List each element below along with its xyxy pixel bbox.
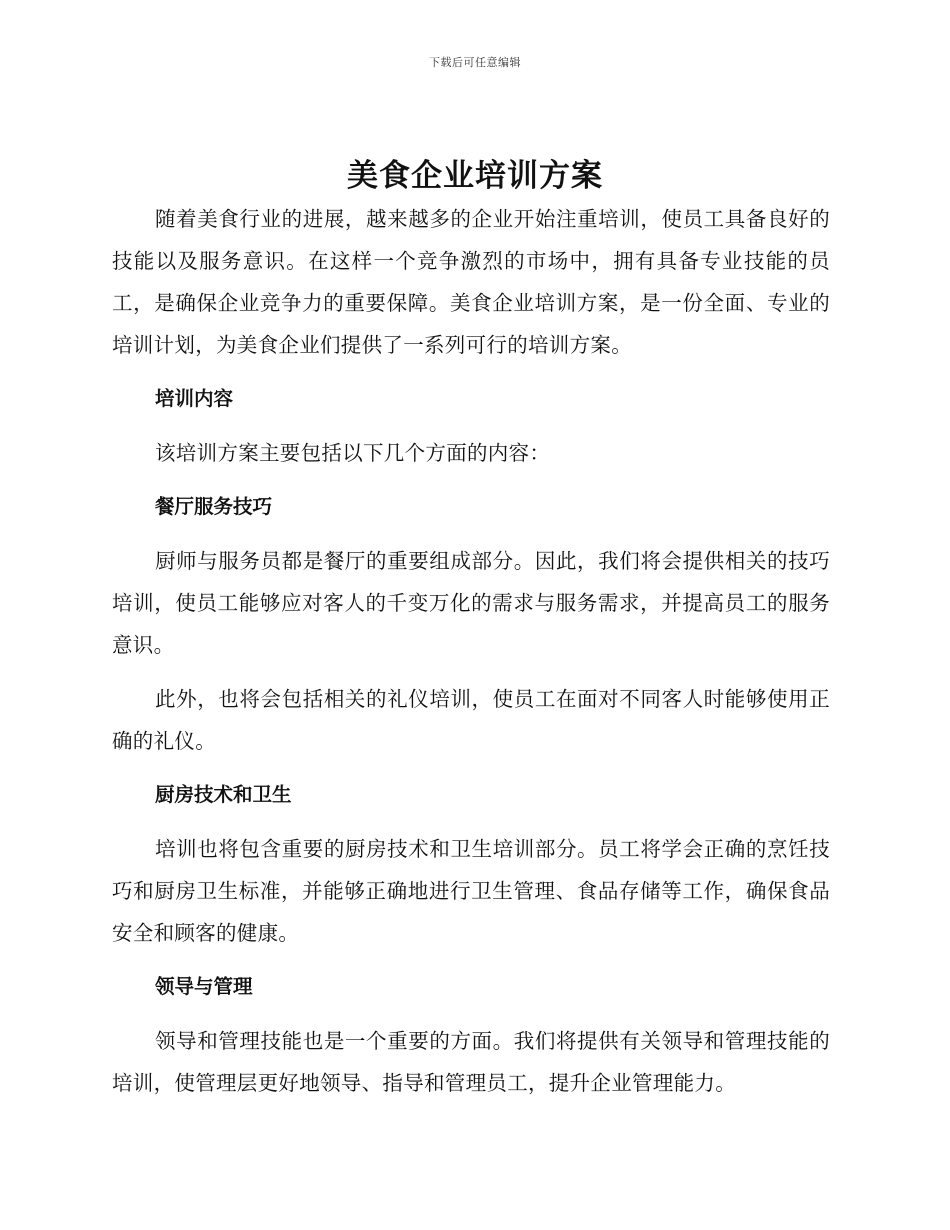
paragraph: 培训也将包含重要的厨房技术和卫生培训部分。员工将学会正确的烹饪技巧和厨房卫生标准，并能够正确地进行卫生管理、食品存储等工作，确保食品安全和顾客的健康。 [112,837,830,945]
section-heading-kitchen-hygiene: 厨房技术和卫生 [155,783,292,806]
section-heading-training-content: 培训内容 [155,387,234,410]
document-body [112,198,830,1116]
document-title: 美食企业培训方案 [347,158,603,194]
paragraph: 此外，也将会包括相关的礼仪培训，使员工在面对不同客人时能够使用正确的礼仪。 [112,687,830,753]
section-heading-leadership: 领导与管理 [155,975,253,998]
section-heading-service-skills: 餐厅服务技巧 [155,495,273,518]
paragraph: 领导和管理技能也是一个重要的方面。我们将提供有关领导和管理技能的培训，使管理层更好地领导、指导和管理员工，提升企业管理能力。 [112,1029,830,1095]
header-note: 下载后可任意编辑 [429,56,521,69]
paragraph: 厨师与服务员都是餐厅的重要组成部分。因此，我们将会提供相关的技巧培训，使员工能够应对客人的千变万化的需求与服务需求，并提高员工的服务意识。 [112,549,830,657]
intro-paragraph: 随着美食行业的进展，越来越多的企业开始注重培训，使员工具备良好的技能以及服务意识。在这样一个竞争激烈的市场中，拥有具备专业技能的员工，是确保企业竞争力的重要保障。美食企业培训方案，是一份全面、专业的培训计划，为美食企业们提供了一系列可行的培训方案。 [112,207,830,357]
paragraph: 该培训方案主要包括以下几个方面的内容： [155,441,551,465]
